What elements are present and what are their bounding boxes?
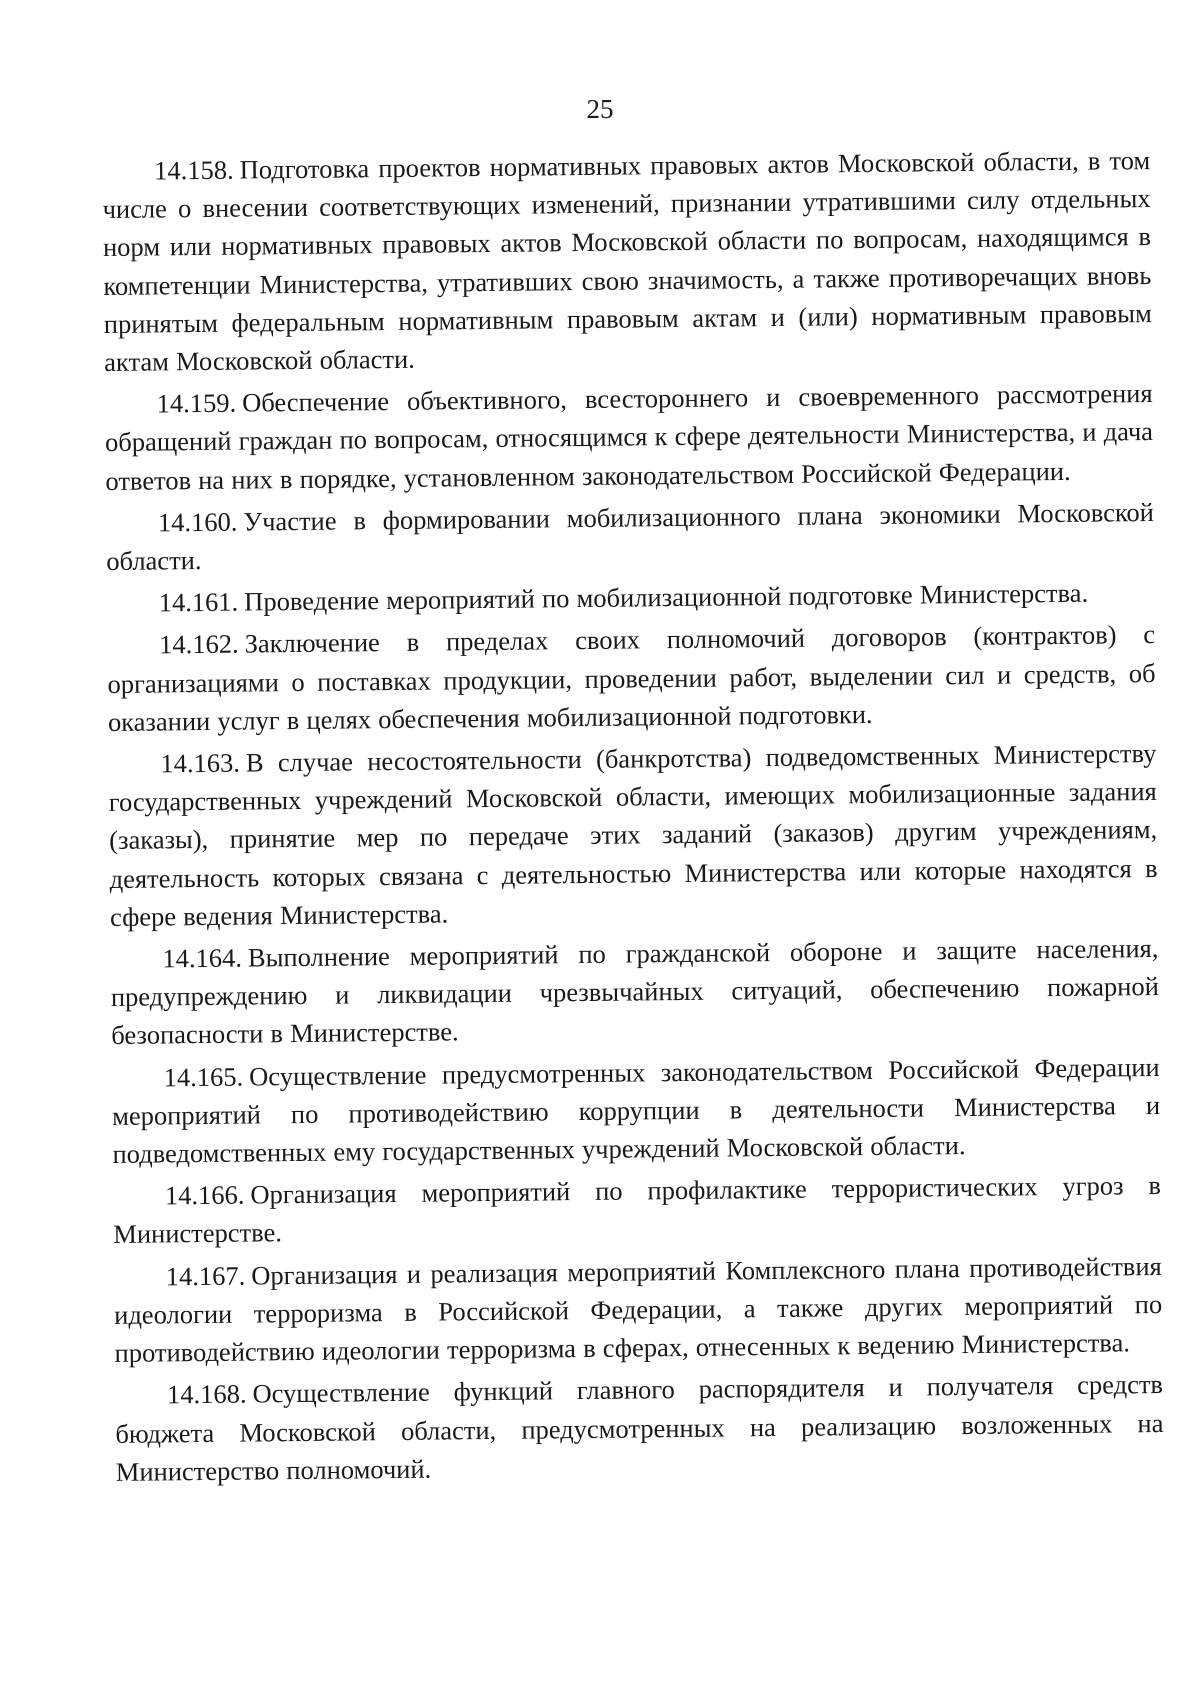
paragraph-number: 14.166. (164, 1179, 245, 1211)
paragraph-14-162 (107, 615, 1156, 741)
paragraph-number: 14.168. (166, 1378, 247, 1410)
paragraph-14-163 (108, 734, 1158, 936)
paragraph-14-161 (107, 573, 1155, 622)
paragraph-text: Обеспечение объективного, всестороннего и своевременного рассмотрения обращений граждан по вопросам, относящимся к сфере деятельности Министерства, и дача ответов на них в порядке, установленном законодательством Российской Федерации. (104, 378, 1154, 496)
paragraph-number: 14.158. (154, 154, 234, 186)
paragraph-number: 14.164. (162, 942, 243, 974)
paragraph-number: 14.163. (160, 747, 241, 779)
paragraph-14-165 (111, 1048, 1160, 1174)
paragraph-number: 14.161. (158, 586, 239, 618)
paragraph-14-160 (106, 493, 1155, 580)
paragraph-number: 14.162. (159, 629, 239, 660)
paragraph-14-159 (104, 374, 1153, 500)
paragraph-14-164 (110, 929, 1159, 1055)
paragraph-number: 14.159. (156, 387, 237, 419)
paragraph-number: 14.167. (165, 1260, 246, 1292)
paragraph-text: Организация мероприятий по профилактике террористических угроз в Министерстве. (113, 1170, 1162, 1250)
paragraph-14-158 (102, 141, 1152, 381)
paragraph-number: 14.160. (157, 506, 238, 538)
paragraph-text: Осуществление предусмотренных законодательством Российской Федерации мероприятий по противодействию коррупции в деятельности Министерства и подведомственных ему государственных учреждений Московской области. (111, 1051, 1161, 1170)
paragraph-number: 14.165. (163, 1061, 244, 1093)
paragraph-text: Осуществление функций главного распорядителя и получателя средств бюджета Московской области, предусмотренных на реализацию возложенных на Министерство полномочий. (115, 1369, 1164, 1487)
paragraph-14-167 (114, 1247, 1163, 1373)
paragraph-text: Участие в формировании мобилизационного плана экономики Московской области. (106, 496, 1154, 577)
paragraph-text: В случае несостоятельности (банкротства) подведомственных Министерству государственных учреждений Московской области, имеющих мобилизационные задания (заказы), принятие мер по передаче этих заданий (заказов) другим учреждениям, деятельность которых связана с деятельностью Министерства или которые находятся в сфере ведения Министерства. (108, 738, 1158, 932)
paragraph-text: Организация и реализация мероприятий Комплексного плана противодействия идеологии терроризма в Российской Федерации, а также других мероприятий по противодействию идеологии терроризма в сферах, отнесенных к ведению Министерства. (114, 1250, 1163, 1369)
paragraph-text: Заключение в пределах своих полномочий договоров (контрактов) с организациями о поставках продукции, проведении работ, выделении сил и средств, об оказании услуг в целях обеспечения мобилизационной подготовки. (107, 619, 1156, 737)
paragraph-text: Подготовка проектов нормативных правовых актов Московской области, в том числе о внесении соответствующих изменений, признании утратившими силу отдельных норм или нормативных правовых актов Московской области по вопросам, находящимся в компетенции Министерства, утративших свою значимость, а также противоречащих вновь принятым федеральным нормативным правовым актам и (или) нормативным правовым актам Московской области. (102, 145, 1152, 378)
paragraph-14-166 (113, 1166, 1162, 1253)
paragraph-14-168 (115, 1365, 1164, 1491)
paragraph-text: Проведение мероприятий по мобилизационной подготовке Министерства. (244, 577, 1089, 617)
page-number: 25 (586, 94, 614, 124)
document-body (102, 141, 1164, 1495)
paragraph-text: Выполнение мероприятий по гражданской обороне и защите населения, предупреждению и ликвидации чрезвычайных ситуаций, обеспечению пожарной безопасности в Министерстве. (110, 933, 1159, 1051)
